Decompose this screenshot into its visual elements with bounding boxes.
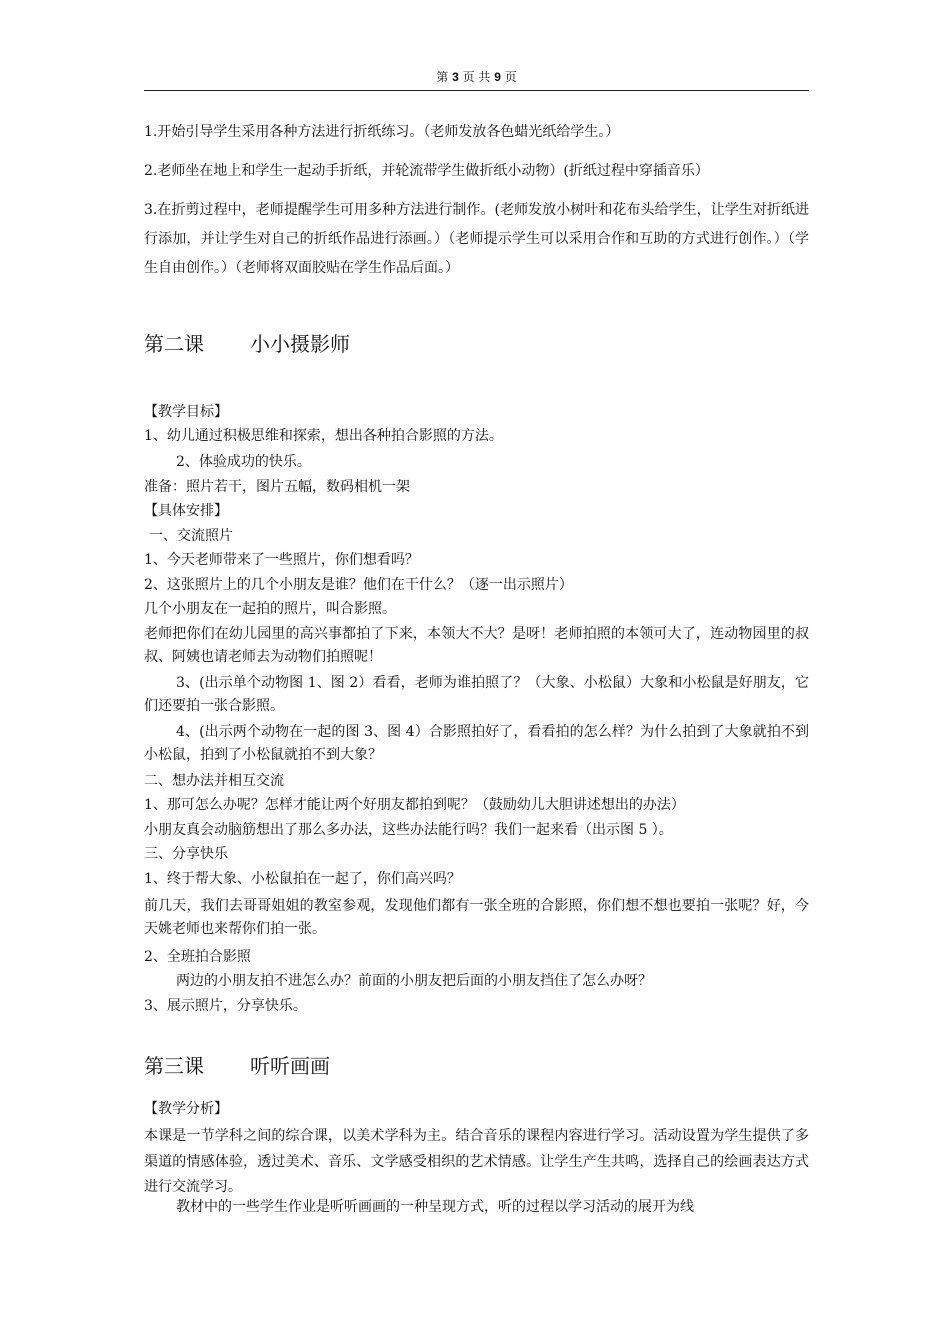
- lesson2-line: 老师把你们在幼儿园里的高兴事都拍了下来，本领大不大？是呀！老师拍照的本领可大了，连动物园里的叔叔、阿姨也请老师去为动物们拍照呢！: [144, 626, 809, 665]
- lesson2-line: 2、全班拍合影照: [144, 949, 251, 965]
- lesson2-line: 小朋友真会动脑筋想出了那么多办法，这些办法能行吗？我们一起来看（出示图 5 ）。: [144, 822, 673, 838]
- header-middle: 页 共: [462, 70, 491, 84]
- lesson2-line: 三、分享快乐: [144, 846, 228, 862]
- intro-paragraph-2: 2.老师坐在地上和学生一起动手折纸，并轮流带学生做折纸小动物）(折纸过程中穿插音乐）: [144, 163, 709, 179]
- lesson2-line: 1、今天老师带来了一些照片，你们想看吗？: [144, 552, 419, 568]
- lesson2-line: 1、终于帮大象、小松鼠拍在一起了，你们高兴吗？: [144, 871, 461, 887]
- page-header: [144, 68, 809, 91]
- lesson3-line: 教材中的一些学生作业是听听画画的一种呈现方式，听的过程以学习活动的展开为线: [176, 1199, 694, 1215]
- lesson2-title: [144, 330, 350, 358]
- lesson2-line: 4、(出示两个动物在一起的图 3、图 4）合影照拍好了，看看拍的怎么样？为什么拍到了大象就拍不到小松鼠，拍到了小松鼠就拍不到大象？: [144, 724, 809, 763]
- lesson2-line: 2、这张照片上的几个小朋友是谁？他们在干什么？（逐一出示照片）: [144, 577, 573, 593]
- header-total-pages: 9: [494, 70, 501, 84]
- lesson2-line: 一、交流照片: [149, 528, 233, 544]
- lesson2-name: 小小摄影师: [250, 332, 350, 356]
- header-prefix: 第: [436, 70, 449, 84]
- lesson2-line: 两边的小朋友拍不进怎么办？前面的小朋友把后面的小朋友挡住了怎么办呀？: [176, 973, 652, 989]
- lesson2-line: 几个小朋友在一起拍的照片，叫合影照。: [144, 601, 396, 617]
- header-page-number: 3: [452, 70, 459, 84]
- lesson2-line: 3、展示照片，分享快乐。: [144, 998, 307, 1014]
- intro-paragraph-3: 3.在折剪过程中，老师提醒学生可用多种方法进行制作。(老师发放小树叶和花布头给学生，让学生对折纸进行添加，并让学生对自己的折纸作品进行添画。）（老师提示学生可以采用合作和互助的方式进行创作。）（学生自由创作。）（老师将双面胶贴在学生作品后面。）: [144, 202, 809, 276]
- lesson2-line: 【具体安排】: [144, 503, 228, 519]
- lesson2-line: 二、想办法并相互交流: [144, 773, 284, 789]
- lesson2-line: 3、(出示单个动物图 1、图 2）看看，老师为谁拍照了？（大象、小松鼠）大象和小松鼠是好朋友，它们还要拍一张合影照。: [144, 675, 809, 714]
- lesson2-number: 第二课: [144, 332, 204, 356]
- lesson3-line: 本课是一节学科之间的综合课，以美术学科为主。结合音乐的课程内容进行学习。活动设置为学生提供了多渠道的情感体验，透过美术、音乐、文学感受相织的艺术情感。让学生产生共鸣，选择自己的绘画表达方式进行交流学习。: [144, 1128, 809, 1195]
- intro-paragraph-1: 1.开始引导学生采用各种方法进行折纸练习。（老师发放各色蜡光纸给学生。）: [144, 124, 620, 140]
- lesson2-line: 准备：照片若干，图片五幅，数码相机一架: [144, 479, 410, 495]
- lesson2-line: 前几天，我们去哥哥姐姐的教室参观，发现他们都有一张全班的合影照，你们想不想也要拍一张呢？好，今天姚老师也来帮你们拍一张。: [144, 898, 809, 937]
- lesson2-line: 1、幼儿通过积极思维和探索，想出各种拍合影照的方法。: [144, 428, 503, 444]
- lesson3-number: 第三课: [144, 1054, 204, 1078]
- lesson2-line: 【教学目标】: [144, 404, 228, 420]
- lesson3-name: 听听画画: [250, 1054, 330, 1078]
- lesson2-line: 2、体验成功的快乐。: [176, 454, 311, 470]
- header-suffix: 页: [504, 70, 517, 84]
- lesson3-title: [144, 1052, 330, 1080]
- lesson3-line: 【教学分析】: [144, 1101, 228, 1117]
- lesson2-line: 1、那可怎么办呢？怎样才能让两个好朋友都拍到呢？（鼓励幼儿大胆讲述想出的办法）: [144, 797, 685, 813]
